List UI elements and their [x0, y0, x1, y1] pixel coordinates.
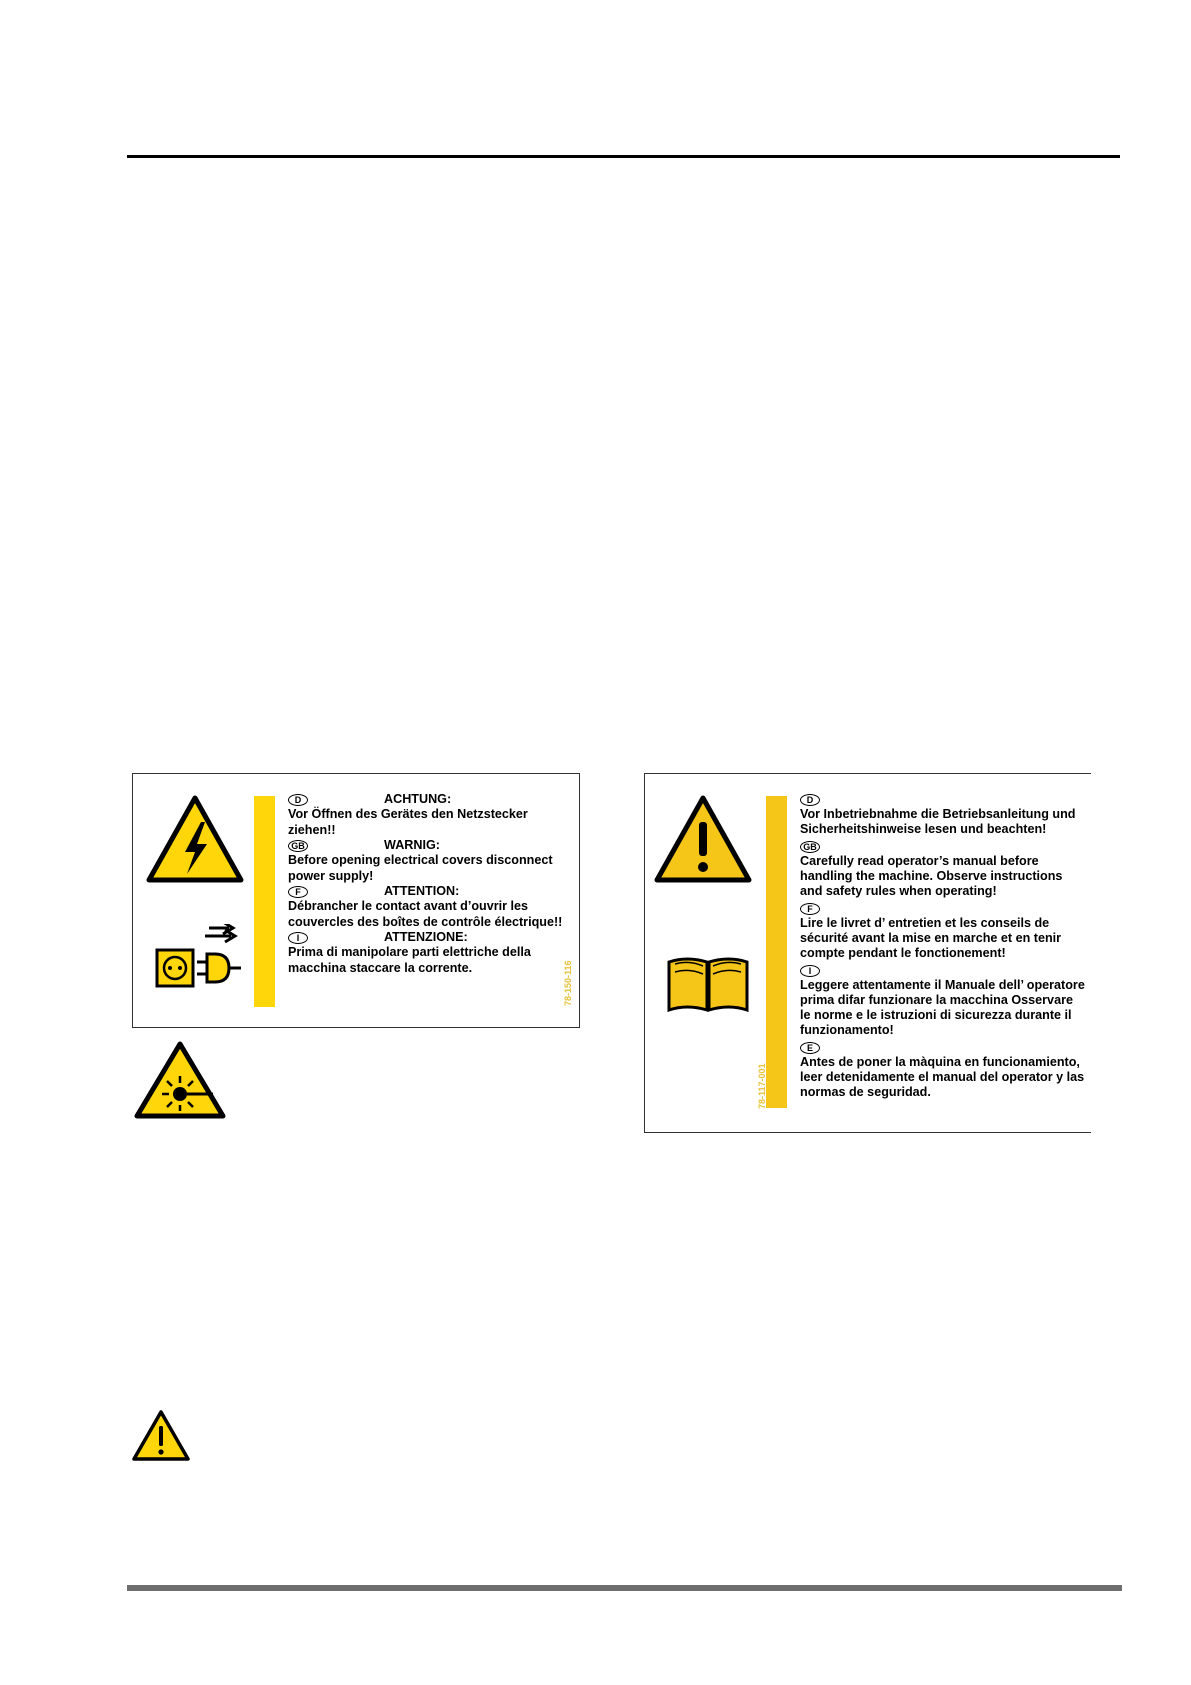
section-text: Carefully read operator’s manual before handling the machine. Observe instructions and safety rules when operating! [800, 854, 1063, 898]
section-text: Débrancher le contact avant d’ouvrir les couvercles des boîtes de contrôle électrique!! [288, 899, 563, 929]
section-title: ACHTUNG: [384, 792, 452, 806]
caution-triangle-icon [131, 1409, 191, 1463]
language-badge: D [288, 794, 308, 806]
unplug-power-icon [153, 924, 243, 994]
language-badge: I [288, 932, 308, 944]
section-text: Lire le livret d’ entretien et les conseils de sécurité avant la mise en marche et en tenir compte pendant le fonctionement! [800, 916, 1062, 960]
electrical-warning-text [288, 792, 567, 976]
section-text: Antes de poner la màquina en funcionamiento, leer detenidamente el manual del operator y las normas de seguridad. [800, 1055, 1085, 1099]
language-badge: F [800, 903, 820, 915]
read-manual-icon [665, 954, 751, 1014]
section-text: Vor Öffnen des Gerätes den Netzstecker ziehen!! [288, 807, 528, 837]
read-manual-label [644, 773, 1091, 1133]
section-text: Leggere attentamente il Manuale dell’ operatore prima difar funzionare la macchina Osservare le norme e le istruzioni di sicurezza durante il funzionamento! [800, 978, 1085, 1037]
language-badge: GB [288, 840, 308, 852]
section-de [800, 792, 1085, 837]
language-badge: GB [800, 841, 820, 853]
language-badge: E [800, 1042, 820, 1054]
section-es [800, 1040, 1085, 1100]
section-it [288, 930, 567, 976]
header-rule [127, 155, 1120, 158]
section-it [800, 963, 1085, 1038]
section-gb [288, 838, 567, 884]
laser-radiation-warning-icon [133, 1040, 227, 1120]
section-gb [800, 839, 1085, 899]
section-fr [800, 901, 1085, 961]
label-yellow-stripe [766, 796, 787, 1108]
label-part-code: 78-117-001 [757, 1063, 767, 1109]
general-warning-icon [653, 794, 753, 884]
section-text: Vor Inbetriebnahme die Betriebsanleitung und Sicherheitshinweise lesen und beachten! [800, 807, 1076, 836]
section-de [288, 792, 567, 838]
electrical-warning-label [132, 773, 580, 1028]
section-fr [288, 884, 567, 930]
label-yellow-stripe [254, 796, 275, 1007]
language-badge: I [800, 965, 820, 977]
label-part-code: 78-150-116 [563, 960, 573, 1006]
section-text: Prima di manipolare parti elettriche della macchina staccare la corrente. [288, 945, 531, 975]
language-badge: D [800, 794, 820, 806]
footer-rule [127, 1585, 1122, 1591]
read-manual-text [800, 792, 1085, 1102]
section-text: Before opening electrical covers disconnect power supply! [288, 853, 553, 883]
section-title: ATTENZIONE: [384, 930, 468, 944]
section-title: ATTENTION: [384, 884, 460, 898]
high-voltage-warning-icon [145, 794, 245, 884]
language-badge: F [288, 886, 308, 898]
section-title: WARNIG: [384, 838, 440, 852]
